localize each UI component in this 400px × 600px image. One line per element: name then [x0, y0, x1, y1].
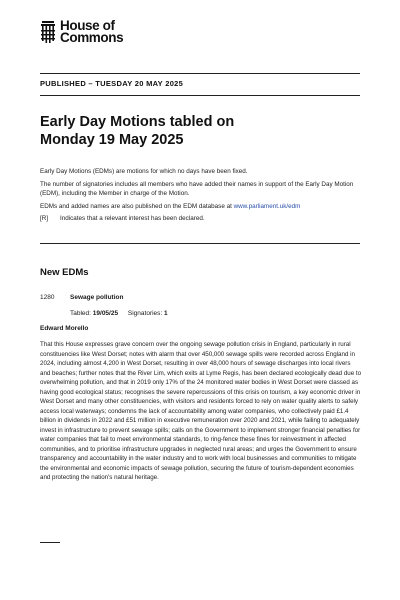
published-date: PUBLISHED – TUESDAY 20 MAY 2025	[40, 79, 184, 88]
portcullis-icon	[40, 21, 56, 45]
intro-paragraph-3	[40, 202, 362, 212]
logo-line-1: House of	[60, 18, 115, 33]
edm-database-text: EDMs and added names are also published on the EDM database at	[40, 202, 234, 210]
logo-line-2: Commons	[60, 30, 124, 45]
relevant-interest-text: Indicates that a relevant interest has been declared.	[60, 215, 205, 222]
published-divider	[40, 95, 360, 96]
signatories-label: Signatories:	[127, 310, 163, 317]
edm-motion-text: That this House expresses grave concern over the ongoing sewage pollution crisis in England, particularly in rural constituencies like West Dorset; notes with alarm that over 450,000 sewage spills were recorded across England in 2024, including almost 4,200 in West Dorset, resulting in over 48,000 hours of sewage discharges into local rivers and beaches; further notes that the River Lim, which exits at Lyme Regis, has been declared ecologically dead due to overwhelming pollution, and that in 2019 only 17% of the 24 monitored water bodies in West Dorset were classed as having good ecological status; recognises the severe repercussions of this crisis on tourism, a key economic driver in West Dorset and many other constituencies, with visitors and residents forced to rely on water quality alerts to safely access local waterways; condemns the lack of accountability among water companies, who collectively paid £1.4 billion in dividends in 2022 and £51 million in executive remuneration over 2020 and 2021, while failing to adequately invest in infrastructure to prevent sewage spills; calls on the Government to implement stronger financial penalties for water companies that fail to meet environmental standards, to ring-fence these fines for reinvestment in affected communities, and to prioritise infrastructure upgrades in neglected rural areas; and urges the Government to ensure transparency and accountability in the water industry and to work with local businesses and communities to mitigate the environmental and economic impacts of sewage pollution, securing the future of tourism-dependent economies and protecting the nation's natural heritage.	[40, 341, 362, 481]
relevant-interest-note	[40, 214, 362, 224]
page-title-line-1: Early Day Motions tabled on	[40, 114, 235, 130]
edm-sponsor: Edward Morello	[40, 325, 89, 332]
section-heading: New EDMs	[40, 267, 89, 278]
edm-number: 1280	[40, 294, 55, 301]
intro-notes	[40, 167, 362, 227]
edm-database-link[interactable]: www.parliament.uk/edm	[233, 202, 301, 210]
top-divider	[40, 73, 360, 74]
end-divider	[40, 542, 60, 543]
signatories-count: 1	[164, 310, 168, 317]
edm-title: Sewage pollution	[70, 294, 124, 301]
tabled-date: 19/05/25	[92, 310, 119, 317]
page-title-line-2: Monday 19 May 2025	[40, 132, 184, 148]
intro-paragraph-1: Early Day Motions (EDMs) are motions for which no days have been fixed.	[40, 168, 248, 175]
tabled-label: Tabled:	[70, 310, 91, 317]
house-of-commons-logo	[40, 20, 123, 45]
edm-meta	[70, 310, 168, 317]
relevant-interest-tag: [R]	[40, 215, 49, 222]
intro-paragraph-2: The number of signatories includes all members who have added their names in support of the Early Day Motion (EDM), including the Member in charge of the Motion.	[40, 180, 354, 197]
intro-divider	[40, 243, 360, 244]
logo-text	[60, 20, 123, 44]
edm-header	[40, 294, 123, 301]
page-title	[40, 113, 360, 149]
